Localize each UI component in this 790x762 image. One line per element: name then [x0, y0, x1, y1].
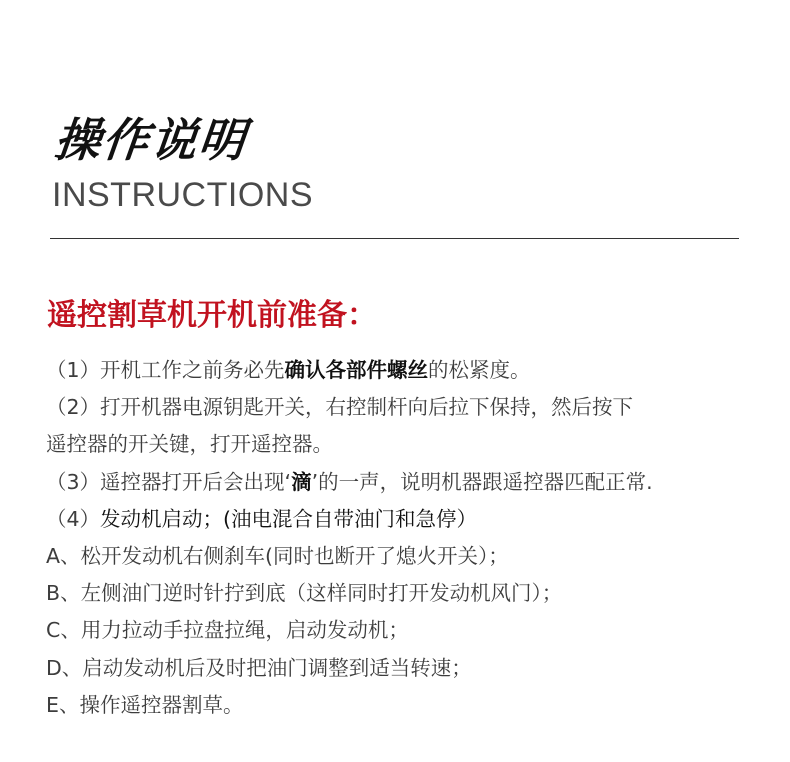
step-1-suffix: 的松紧度。 — [428, 358, 531, 382]
step-1-emphasis: 确认各部件螺丝 — [284, 358, 429, 382]
instruction-list — [46, 352, 766, 724]
substep-d: D、启动发动机后及时把油门调整到适当转速； — [46, 655, 472, 680]
substep-a: A、松开发动机右侧刹车(同时也断开了熄火开关）； — [46, 543, 509, 568]
step-3 — [46, 464, 766, 501]
step-2-line-1: （2）打开机器电源钥匙开关，右控制杆向后拉下保持，然后按下 — [46, 395, 634, 420]
step-4 — [46, 501, 766, 538]
step-4-emphasis: 发动机启动；(油电混合自带油门和急停） — [100, 506, 478, 531]
substep-b: B、左侧油门逆时针拧到底（这样同时打开发动机风门）； — [46, 581, 563, 606]
step-3-emphasis: 滴 — [291, 469, 312, 494]
step-2-line-2: 遥控器的开关键，打开遥控器。 — [46, 432, 333, 457]
section-heading: 遥控割草机开机前准备： — [47, 298, 377, 333]
step-3-prefix: （3）遥控器打开后会出现‘ — [46, 469, 292, 494]
substep-e: E、操作遥控器割草。 — [46, 692, 244, 717]
page-title-cn: 操作说明 — [51, 113, 250, 167]
substep-c: C、用力拉动手拉盘拉绳，启动发动机； — [46, 618, 409, 643]
step-1-prefix: （1）开机工作之前务必先 — [46, 358, 285, 382]
page-title-en: INSTRUCTIONS — [52, 176, 313, 214]
step-3-suffix: ’的一声，说明机器跟遥控器匹配正常. — [311, 469, 653, 494]
step-1 — [46, 352, 766, 389]
header-divider — [50, 238, 739, 239]
step-4-prefix: （4） — [46, 506, 101, 531]
